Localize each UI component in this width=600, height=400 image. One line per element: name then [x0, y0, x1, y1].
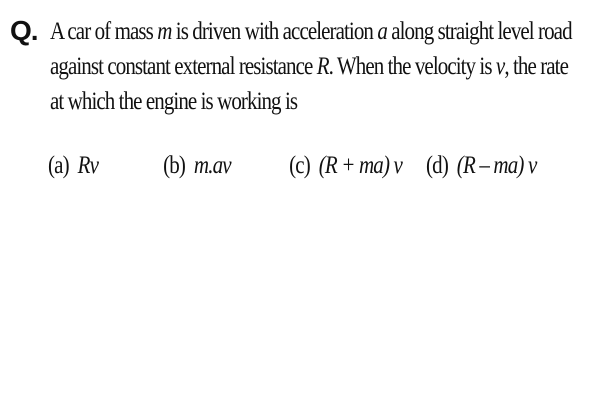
variable-m: m [157, 18, 172, 45]
variable-R: R [316, 53, 329, 80]
option-letter: (b) [163, 152, 186, 179]
question-text-segment: , the rate [504, 53, 568, 80]
option-d[interactable] [426, 149, 536, 183]
question-label: Q. [10, 15, 38, 46]
option-letter: (c) [289, 152, 310, 179]
option-value: m.av [193, 152, 231, 179]
question-line-2 [50, 49, 596, 84]
option-c[interactable] [289, 149, 402, 183]
option-value: Rv [77, 152, 99, 179]
option-b[interactable] [163, 149, 231, 183]
question-text-segment: A car of mass [50, 18, 158, 45]
option-value: (R + ma) v [318, 152, 403, 179]
question-line-1 [50, 14, 596, 49]
question-text [50, 14, 596, 119]
question-text-segment: against constant external resistance [50, 53, 317, 80]
option-value: (R – ma) v [456, 152, 537, 179]
option-letter: (a) [48, 152, 69, 179]
question-text-segment: along straight level road [386, 18, 572, 45]
variable-v: v [495, 53, 505, 80]
question-text-segment: . When the velocity is [328, 53, 496, 80]
question-line-3: at which the engine is working is [50, 88, 298, 115]
option-a[interactable] [48, 149, 98, 183]
option-letter: (d) [426, 152, 448, 179]
question-text-segment: is driven with acceleration [171, 18, 378, 45]
variable-a: a [377, 18, 387, 45]
